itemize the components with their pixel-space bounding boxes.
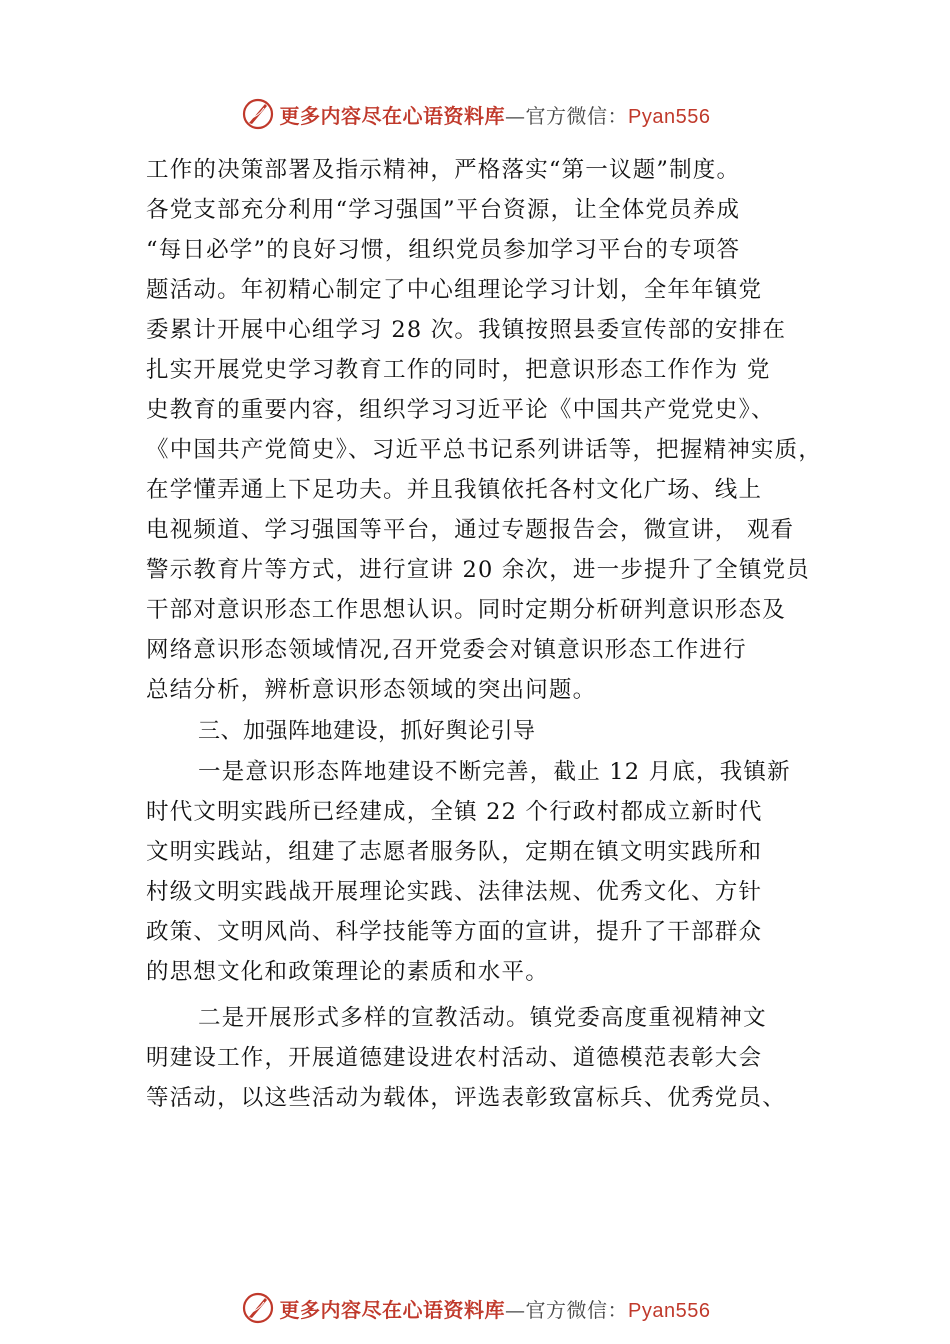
paragraph-second xyxy=(146,998,836,1118)
text-line: 委累计开展中心组学习 28 次。我镇按照县委宣传部的安排在 xyxy=(146,317,787,343)
text-line: 明建设工作，开展道德建设进农村活动、道德模范表彰大会 xyxy=(146,1045,763,1071)
quill-pen-logo-icon xyxy=(240,96,276,132)
text-line: 时代文明实践所已经建成，全镇 22 个行政村都成立新时代 xyxy=(146,799,763,825)
document-body xyxy=(146,150,836,1118)
text-line: 二是开展形式多样的宣教活动。镇党委高度重视精神文 xyxy=(198,1005,767,1031)
text-line: 的思想文化和政策理论的素质和水平。 xyxy=(146,959,549,985)
text-line: 村级文明实践战开展理论实践、法律法规、优秀文化、方针 xyxy=(146,879,763,905)
section-heading: 三、加强阵地建设，抓好舆论引导 xyxy=(198,719,536,744)
quill-pen-logo-icon xyxy=(240,1290,276,1326)
text-line: 各党支部充分利用“学习强国”平台资源，让全体党员养成 xyxy=(146,197,741,223)
watermark-group xyxy=(240,1290,711,1326)
text-line: 警示教育片等方式，进行宣讲 20 余次，进一步提升了全镇党员 xyxy=(146,557,810,583)
text-line: 题活动。年初精心制定了中心组理论学习计划，全年年镇党 xyxy=(146,277,763,303)
text-line: 在学懂弄通上下足功夫。并且我镇依托各村文化广场、线上 xyxy=(146,477,763,503)
text-line: “每日必学”的良好习惯，组织党员参加学习平台的专项答 xyxy=(146,237,741,263)
header-watermark xyxy=(0,94,950,134)
watermark-group xyxy=(240,96,711,132)
footer-watermark xyxy=(0,1288,950,1328)
text-line: 总结分析，辨析意识形态领域的突出问题。 xyxy=(146,677,597,703)
text-line: 《中国共产党简史》、习近平总书记系列讲话等，把握精神实质， xyxy=(146,437,823,463)
text-line: 一是意识形态阵地建设不断完善，截止 12 月底，我镇新 xyxy=(198,759,791,785)
text-line: 网络意识形态领域情况,召开党委会对镇意识形态工作进行 xyxy=(146,637,747,663)
text-line: 史教育的重要内容，组织学习习近平论《中国共产党党史》、 xyxy=(146,397,775,423)
text-line: 文明实践站，组建了志愿者服务队，定期在镇文明实践所和 xyxy=(146,839,763,865)
watermark-text: 更多内容尽在心语资料库—官方微信：Pyan556 xyxy=(279,1297,711,1322)
text-line: 干部对意识形态工作思想认识。同时定期分析研判意识形态及 xyxy=(146,597,786,623)
text-line: 电视频道、学习强国等平台，通过专题报告会，微宣讲， 观看 xyxy=(146,517,795,543)
text-line: 工作的决策部署及指示精神，严格落实“第一议题”制度。 xyxy=(146,157,741,183)
watermark-text: 更多内容尽在心语资料库—官方微信：Pyan556 xyxy=(279,103,711,128)
text-line: 扎实开展党史学习教育工作的同时，把意识形态工作作为 党 xyxy=(146,357,771,383)
paragraph-continued xyxy=(146,150,836,710)
text-line: 等活动，以这些活动为载体，评选表彰致富标兵、优秀党员、 xyxy=(146,1085,786,1111)
paragraph-first xyxy=(146,752,836,992)
text-line: 政策、文明风尚、科学技能等方面的宣讲，提升了干部群众 xyxy=(146,919,763,945)
